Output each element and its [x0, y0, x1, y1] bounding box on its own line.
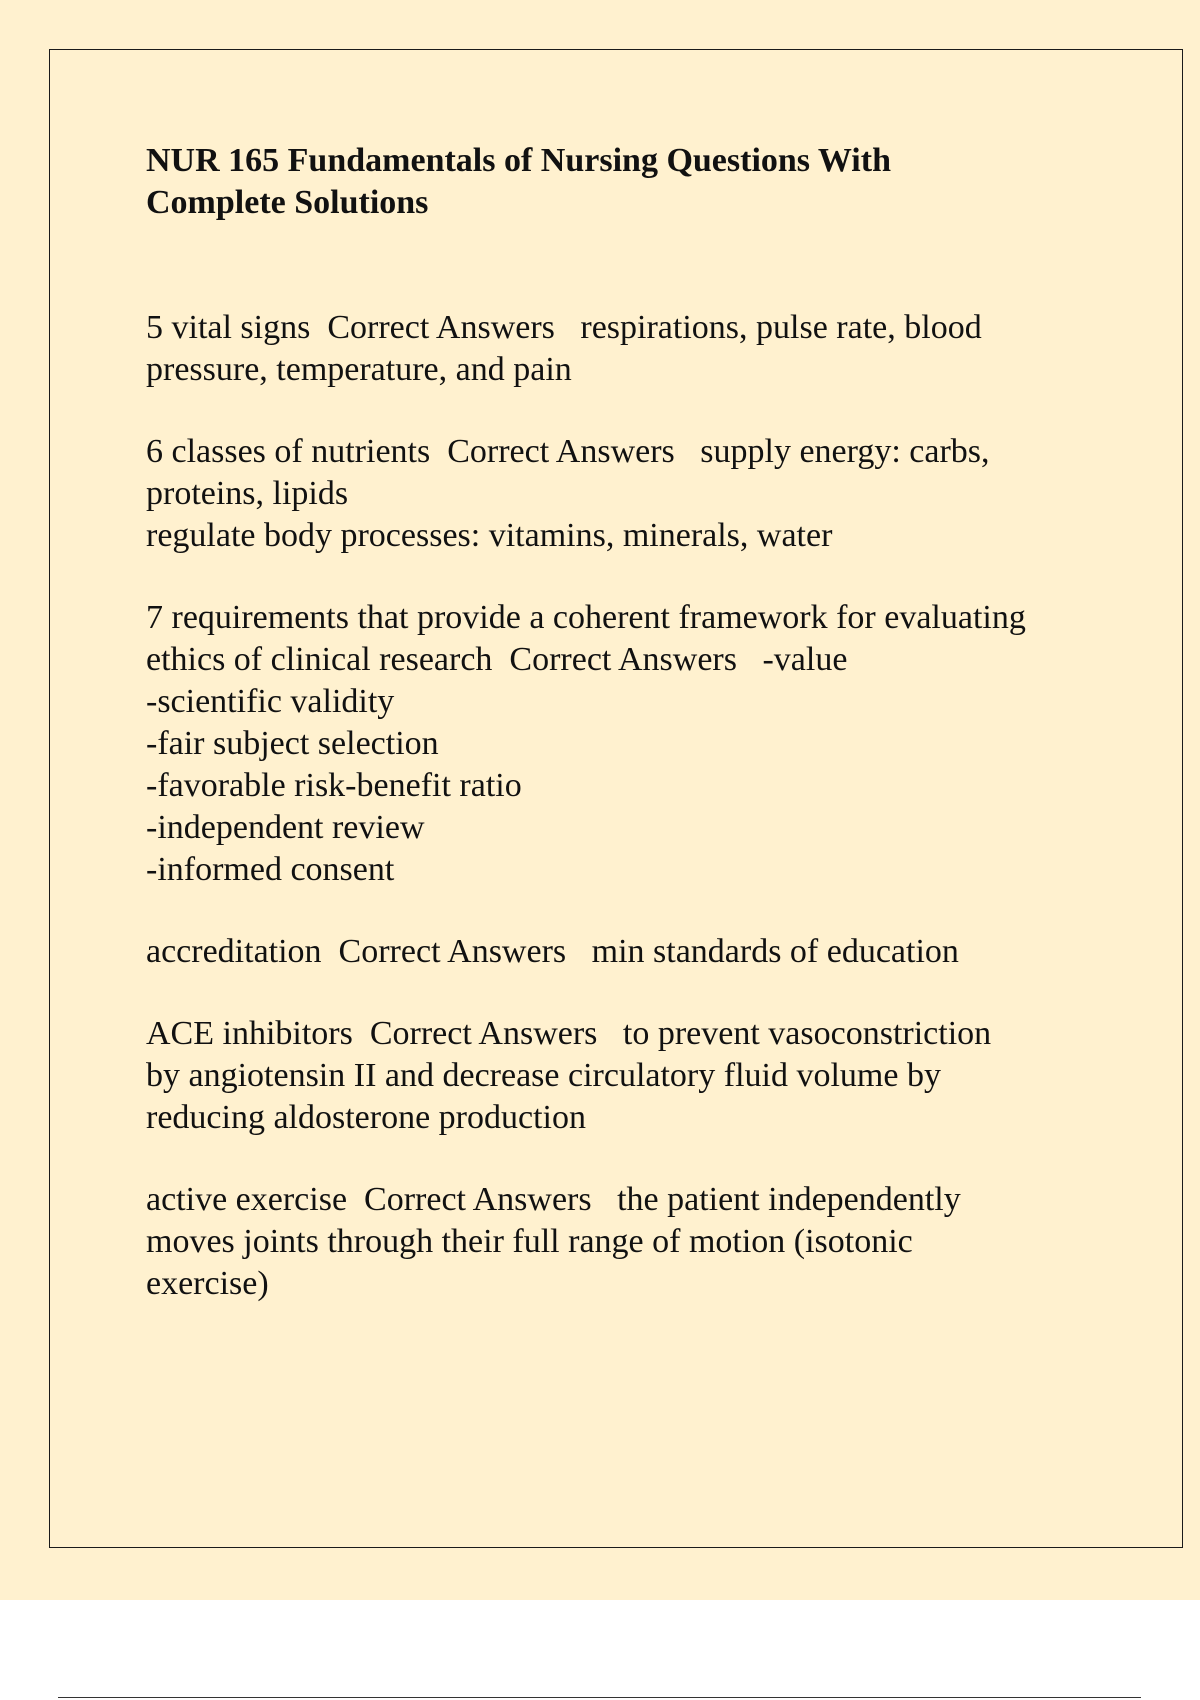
entry-line: regulate body processes: vitamins, minerals, water	[146, 517, 833, 554]
entry-line: ACE inhibitors Correct Answers to prevent vasoconstriction	[146, 1015, 992, 1052]
qa-entry-accreditation	[146, 931, 1116, 973]
entry-line: -fair subject selection	[146, 725, 439, 762]
entry-line: exercise)	[146, 1265, 269, 1302]
bottom-divider	[58, 1697, 1141, 1698]
entry-line: proteins, lipids	[146, 475, 349, 512]
document-body	[146, 140, 1116, 1345]
entry-line: ethics of clinical research Correct Answers -value	[146, 641, 848, 678]
entry-line: 5 vital signs Correct Answers respirations, pulse rate, blood	[146, 309, 982, 346]
qa-entry-ace-inhibitors	[146, 1013, 1116, 1139]
entry-line: accreditation Correct Answers min standards of education	[146, 933, 959, 970]
title-line: NUR 165 Fundamentals of Nursing Questions With	[146, 142, 891, 179]
qa-list	[146, 307, 1116, 1305]
title-line: Complete Solutions	[146, 184, 429, 221]
entry-line: -favorable risk-benefit ratio	[146, 767, 522, 804]
entry-line: by angiotensin II and decrease circulatory fluid volume by	[146, 1057, 941, 1094]
qa-entry-nutrients	[146, 431, 1116, 557]
entry-line: 7 requirements that provide a coherent framework for evaluating	[146, 599, 1026, 636]
entry-line: -independent review	[146, 809, 425, 846]
entry-line: 6 classes of nutrients Correct Answers supply energy: carbs,	[146, 433, 990, 470]
entry-line: -scientific validity	[146, 683, 395, 720]
entry-line: moves joints through their full range of motion (isotonic	[146, 1223, 913, 1260]
qa-entry-research-ethics	[146, 597, 1116, 891]
entry-line: reducing aldosterone production	[146, 1099, 586, 1136]
qa-entry-vital-signs	[146, 307, 1116, 391]
entry-line: pressure, temperature, and pain	[146, 351, 572, 388]
entry-line: -informed consent	[146, 851, 395, 888]
qa-entry-active-exercise	[146, 1179, 1116, 1305]
entry-line: active exercise Correct Answers the patient independently	[146, 1181, 961, 1218]
document-title	[146, 140, 1116, 224]
